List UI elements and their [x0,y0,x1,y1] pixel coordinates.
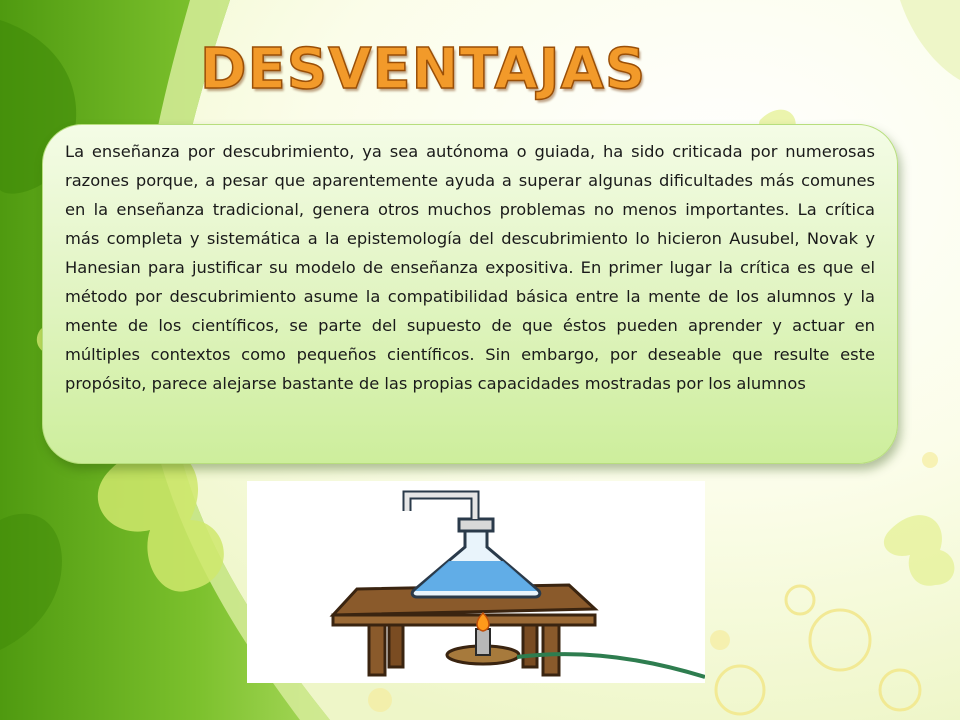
content-panel [42,124,898,464]
body-paragraph: La enseñanza por descubrimiento, ya sea autónoma o guiada, ha sido criticada por numerosas razones porque, a pesar que aparentemente ayuda a superar algunas dificultades más comunes en la enseñanza tradicional, genera otros muchos problemas no menos importantes. La crítica más completa y sistemática a la epistemología del descubrimiento lo hicieron Ausubel, Novak y Hanesian para justificar su modelo de enseñanza expositiva. En primer lugar la crítica es que el método por descubrimiento asume la compatibilidad básica entre la mente de los alumnos y la mente de los científicos, se parte del supuesto de que éstos pueden aprender y actuar en múltiples contextos como pequeños científicos. Sin embargo, por deseable que resulte este propósito, parece alejarse bastante de las propias capacidades mostradas por los alumnos [65,142,875,393]
lab-illustration [247,481,705,683]
lab-flask-burner-icon [247,481,705,683]
slide-title: DESVENTAJAS [200,37,647,102]
